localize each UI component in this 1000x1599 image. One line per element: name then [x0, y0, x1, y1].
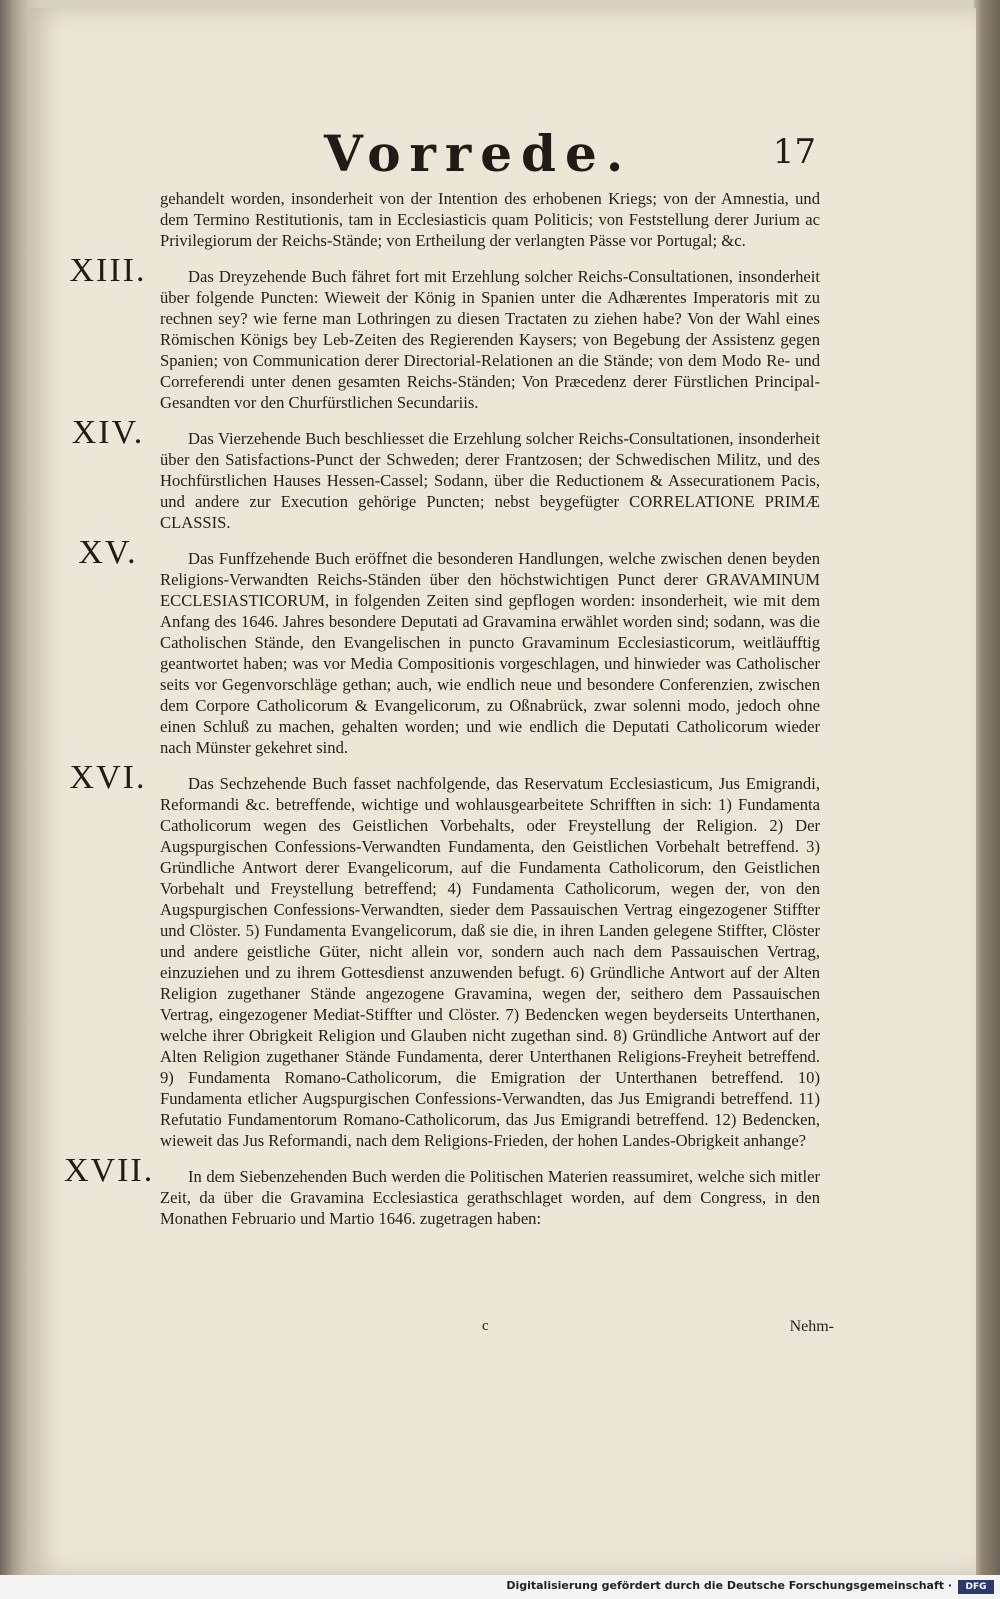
book-edge — [974, 0, 1000, 1575]
section-text: Das Funffzehende Buch eröffnet die besonderen Handlungen, welche zwischen denen beyden Religions-Verwandten Reichs-Ständen über den höchstwichtigen Punct derer GRAVAMINUM ECCLESIASTICORUM, in folgenden Zeiten sind gepflogen worden: insonderheit, wie mit dem Anfang des 1646. Jahres besondere Deputati ad Gravamina erwählet worden sind; sodann, was die Catholischen Stände, den Evangelischen in puncto Gravaminum Ecclesiasticorum, weitläufftig geantwortet haben; was vor Media Compositionis vorgeschlagen, und hinwieder was Catholischer seits vor Gegenvorschläge gethan; auch, wie endlich neue und besondere Conferenzien, zwischen dem Corpore Catholicorum & Evangelicorum, zu Oßnabrück, zwar solenni modo, jedoch ohne einen Schluß zu machen, gehalten worden; und wie endlich die Deputati Catholicorum wieder nach Münster gekehret sind. — [160, 549, 820, 757]
section-text: Das Dreyzehende Buch fähret fort mit Erzehlung solcher Reichs-Consultationen, insonderheit über folgende Puncten: Wieweit der König in Spanien unter die Adhærentes Imperatoris mit zu rechnen sey? wie ferne man Lothringen zu diesen Tractaten zu ziehen habe? Von der Wahl eines Römischen Königs bey Leb-Zeiten des Regierenden Kaysers; von Begebung der Assistenz gegen Spanien; von Communication derer Directorial-Relationen an die Stände; von dem Modo Re- und Correferendi unter denen gesamten Reichs-Ständen; Von Præcedenz derer Fürstlichen Principal-Gesandten vor den Churfürstlichen Secundariis. — [160, 267, 820, 412]
page-body — [64, 188, 820, 1244]
page-number: 17 — [772, 132, 816, 172]
section-numeral: XIII. — [69, 252, 147, 289]
section-xv — [78, 534, 820, 758]
section-numeral: XIV. — [71, 414, 145, 451]
section-numeral: XVII. — [64, 1152, 155, 1189]
dfg-logo-icon: DFG — [958, 1580, 994, 1594]
section-text: Das Sechzehende Buch fasset nachfolgende, das Reservatum Ecclesiasticum, Jus Emigrandi, Reformandi &c. betreffende, wichtige und wohlausgearbeitete Schrifften in sich: 1) Fundamenta Catholicorum wegen des Geistlichen Vorbehalts, oder Freystellung der Religion. 2) Der Augspurgischen Confessions-Verwandten Fundamenta, den Geistlichen Vorbehalt betreffend. 3) Gründliche Antwort derer Evangelicorum, auf die Fundamenta Catholicorum, den Geistlichen Vorbehalt und Freystellung betreffend; 4) Fundamenta Catholicorum, wegen der, von den Augspurgischen Confessions-Verwandten, sieder dem Passauischen Vertrag eingezogener Stiffter und Clöster. 5) Fundamenta Evangelicorum, daß sie die, in ihren Landen gelegene Stiffter, Clöster und andere geistliche Güter, nicht allein vor, sondern auch nach dem Passauischen Vertrag, einzuziehen und zu ihrem Gottesdienst anzuwenden befugt. 6) Gründliche Antwort auf der Alten Religion zugethaner Stände angezogene Gravamina, wegen der, seithero dem Passauischen Vertrag, eingezogener Mediat-Stiffter und Clöster. 7) Bedencken wegen beyderseits Unterthanen, welche ihrer Obrigkeit Religion und Glauben nicht zugethan sind. 8) Gründliche Antwort auf der Alten Religion zugethaner Stände Fundamenta, derer Unterthanen Religions-Freyheit betreffend. 9) Fundamenta Romano-Catholicorum, die Emigration der Unterthanen betreffend. 10) Fundamenta etlicher Augspurgischen Confessions-Verwandten, das Jus Emigrandi betreffend. 11) Refutatio Fundamentorum Romano-Catholicorum, das Jus Emigrandi betreffend. 12) Bedencken, wieweit das Jus Reformandi, nach dem Religions-Frieden, der hohen Landes-Obrigkeit anhange? — [160, 774, 820, 1150]
section-text: In dem Siebenzehenden Buch werden die Politischen Materien reassumiret, welche sich mitler Zeit, da über die Gravamina Ecclesiastica gerathschlaget worden, auf dem Congress, in den Monathen Februario und Martio 1646. zugetragen haben: — [160, 1167, 820, 1228]
section-xiii — [69, 252, 820, 413]
section-xvi — [69, 759, 820, 1151]
section-xvii — [64, 1152, 820, 1229]
signature-mark: c — [482, 1318, 489, 1334]
intro-paragraph: gehandelt worden, insonderheit von der Intention des erhobenen Kriegs; von der Amnestia, und dem Termino Restitutionis, tam in Ecclesiasticis quam Politicis; von Feststellung derer Jurium ac Privilegiorum der Reichs-Stände; von Ertheilung der verlangten Pässe vor Portugal; &c. — [160, 189, 820, 250]
book-page — [28, 8, 976, 1576]
page-foot — [160, 1318, 834, 1342]
section-text: Das Vierzehende Buch beschliesset die Erzehlung solcher Reichs-Consultationen, insonderheit über den Satisfactions-Punct der Schweden; derer Frantzosen; der Schwedischen Militz, und des Hochfürstlichen Hauses Hessen-Cassel; Sodann, über die Reductionem & Assecurationem Pacis, und andere zur Execution gehörige Puncten; nebst beygefügter CORRELATIONE PRIMÆ CLASSIS. — [160, 429, 820, 532]
funding-credit: Digitalisierung gefördert durch die Deutsche Forschungsgemeinschaft · — [506, 1579, 952, 1592]
page-title: Vorrede. — [324, 124, 633, 183]
page-header — [28, 124, 976, 194]
digitization-footer — [0, 1575, 1000, 1599]
section-xiv — [71, 414, 820, 533]
section-numeral: XV. — [78, 534, 138, 571]
section-numeral: XVI. — [69, 759, 147, 796]
catchword: Nehm- — [789, 1318, 834, 1335]
